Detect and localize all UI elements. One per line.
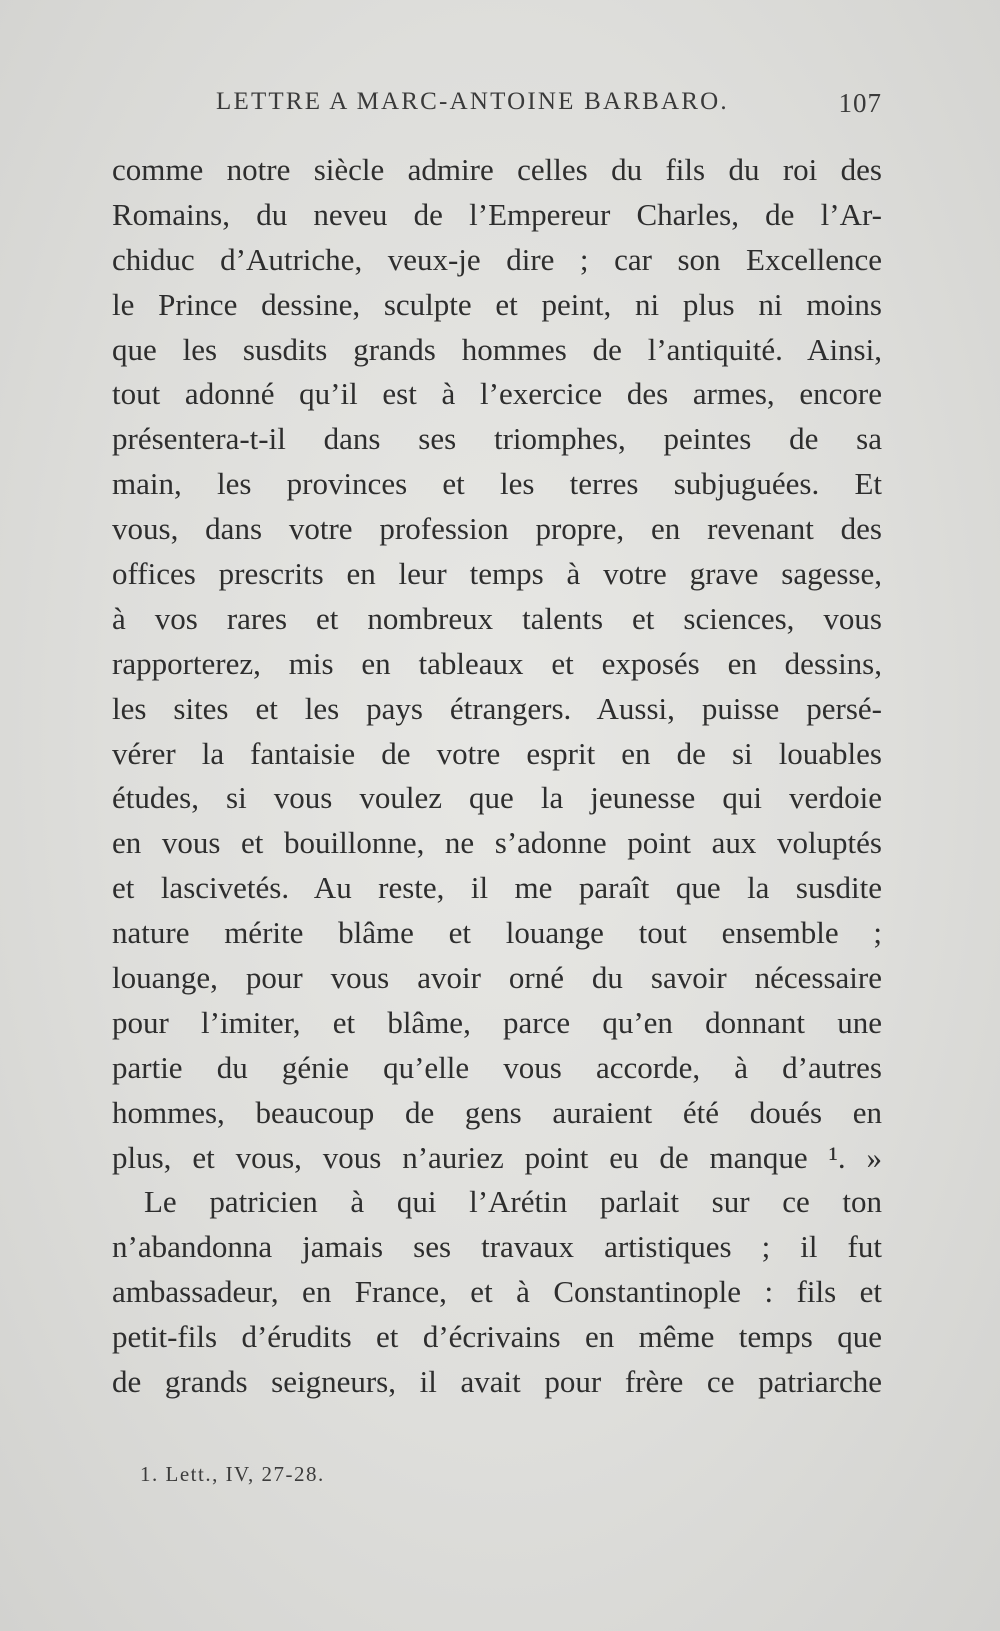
- running-head: [112, 88, 882, 128]
- text-line: comme notre siècle admire celles du fils du roi des: [112, 152, 882, 187]
- text-line: Romains, du neveu de l’Empereur Charles, de l’Ar-: [112, 196, 882, 232]
- page-number: 107: [838, 88, 882, 118]
- text-line: plus, et vous, vous n’auriez point eu de manque ¹. »: [112, 1139, 882, 1175]
- text-line: hommes, beaucoup de gens auraient été doués en: [112, 1094, 882, 1130]
- text-line: présentera-t-il dans ses triomphes, peintes de sa: [112, 421, 882, 457]
- text-line: petit-fils d’érudits et d’écrivains en même temps que: [112, 1319, 882, 1355]
- text-line: le Prince dessine, sculpte et peint, ni plus ni moins: [112, 286, 882, 322]
- text-line: vérer la fantaisie de votre esprit en de si louables: [112, 735, 882, 771]
- text-line: et lascivetés. Au reste, il me paraît que la susdite: [112, 870, 882, 906]
- text-line: ambassadeur, en France, et à Constantinople : fils et: [112, 1274, 882, 1310]
- paragraph-start-line: Le patricien à qui l’Arétin parlait sur ce ton: [144, 1184, 882, 1220]
- text-line: les sites et les pays étrangers. Aussi, puisse persé-: [112, 690, 882, 726]
- text-line: tout adonné qu’il est à l’exercice des armes, encore: [112, 376, 882, 412]
- running-title: LETTRE A MARC-ANTOINE BARBARO.: [216, 88, 729, 115]
- text-line: main, les provinces et les terres subjuguées. Et: [112, 466, 882, 502]
- text-line: chiduc d’Autriche, veux-je dire ; car son Excellence: [112, 241, 882, 277]
- text-line: rapporterez, mis en tableaux et exposés en dessins,: [112, 645, 882, 681]
- text-line: offices prescrits en leur temps à votre grave sagesse,: [112, 556, 882, 592]
- text-line: vous, dans votre profession propre, en revenant des: [112, 511, 882, 547]
- text-line: que les susdits grands hommes de l’antiquité. Ainsi,: [112, 331, 882, 367]
- text-line: louange, pour vous avoir orné du savoir nécessaire: [112, 960, 882, 996]
- text-line: études, si vous voulez que la jeunesse qui verdoie: [112, 780, 882, 816]
- text-line: de grands seigneurs, il avait pour frère ce patriarche: [112, 1364, 882, 1400]
- footnote: 1. Lett., IV, 27-28.: [140, 1462, 325, 1486]
- text-line: à vos rares et nombreux talents et sciences, vous: [112, 600, 882, 636]
- body-text: [112, 148, 882, 1405]
- text-line: pour l’imiter, et blâme, parce qu’en donnant une: [112, 1004, 882, 1040]
- text-line: en vous et bouillonne, ne s’adonne point aux voluptés: [112, 825, 882, 861]
- text-line: nature mérite blâme et louange tout ensemble ;: [112, 915, 882, 951]
- text-line: n’abandonna jamais ses travaux artistiques ; il fut: [112, 1229, 882, 1265]
- text-line: partie du génie qu’elle vous accorde, à d’autres: [112, 1049, 882, 1085]
